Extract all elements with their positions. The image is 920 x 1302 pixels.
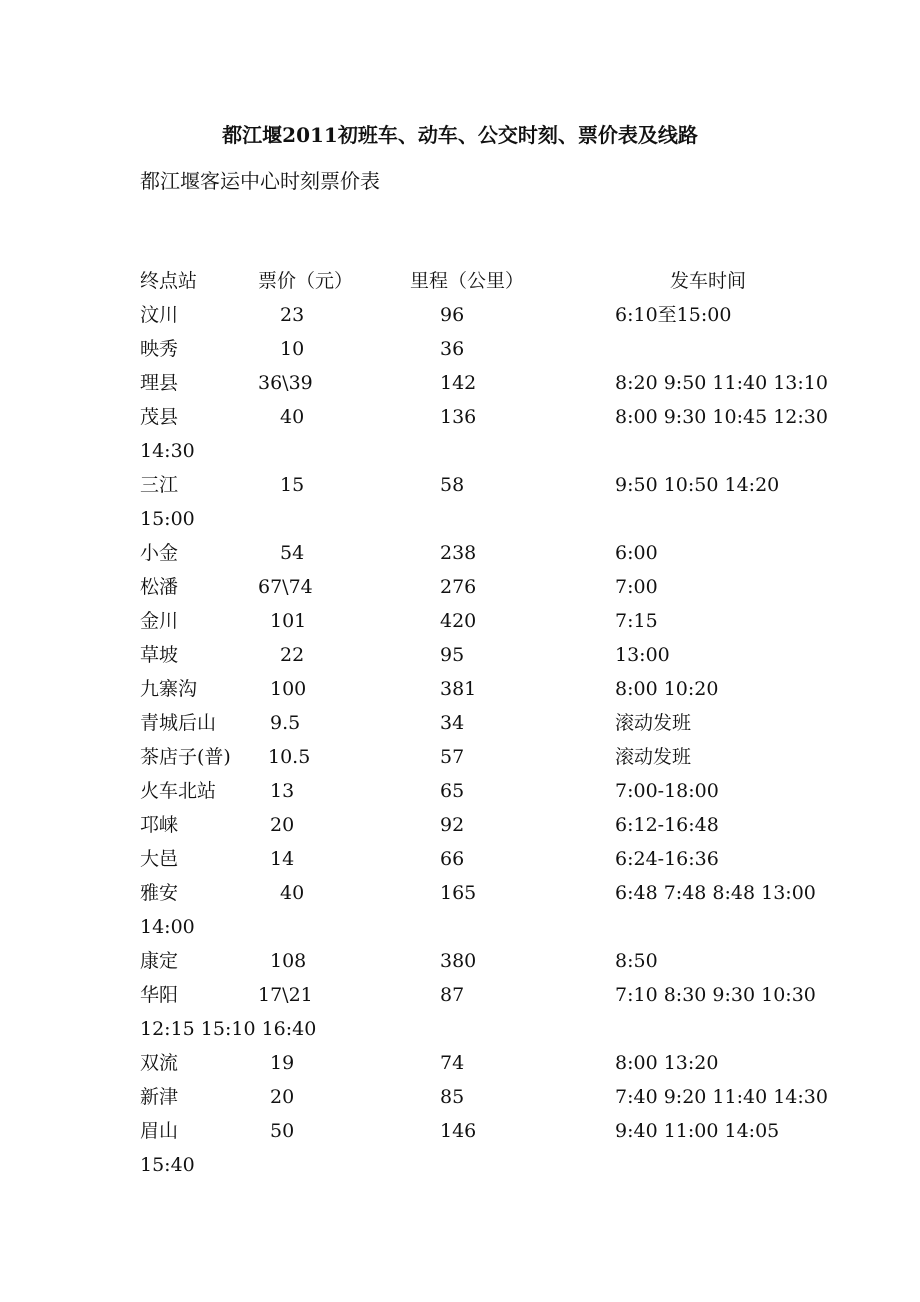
table-row <box>0 468 920 502</box>
row-departure-times: 7:10 8:30 9:30 10:30 <box>615 984 816 1006</box>
table-row-continuation <box>0 1148 920 1182</box>
row-distance: 92 <box>440 814 465 836</box>
row-departure-times: 8:00 9:30 10:45 12:30 <box>615 406 828 428</box>
row-distance: 65 <box>440 780 465 802</box>
header-distance: 里程（公里） <box>410 270 525 292</box>
table-row <box>0 808 920 842</box>
row-price: 14 <box>270 848 295 870</box>
row-departure-times-continued: 15:00 <box>140 508 195 530</box>
row-destination: 九寨沟 <box>140 678 198 700</box>
page-title: 都江堰2011初班车、动车、公交时刻、票价表及线路 <box>222 123 698 147</box>
table-row <box>0 978 920 1012</box>
table-header <box>0 264 920 298</box>
row-departure-times-continued: 15:40 <box>140 1154 195 1176</box>
row-departure-times: 7:15 <box>615 610 658 632</box>
row-distance: 136 <box>440 406 477 428</box>
row-price: 100 <box>270 678 307 700</box>
row-distance: 238 <box>440 542 477 564</box>
page-subtitle: 都江堰客运中心时刻票价表 <box>140 169 380 193</box>
row-distance: 380 <box>440 950 477 972</box>
row-price: 10 <box>280 338 305 360</box>
row-price: 20 <box>270 814 295 836</box>
row-price: 20 <box>270 1086 295 1108</box>
table-row <box>0 706 920 740</box>
row-departure-times: 7:40 9:20 11:40 14:30 <box>615 1086 828 1108</box>
row-departure-times: 8:00 13:20 <box>615 1052 719 1074</box>
table-row <box>0 774 920 808</box>
table-row <box>0 1080 920 1114</box>
row-departure-times: 8:00 10:20 <box>615 678 719 700</box>
row-departure-times: 7:00 <box>615 576 658 598</box>
row-departure-times: 8:50 <box>615 950 658 972</box>
table-row-continuation <box>0 434 920 468</box>
table-row <box>0 672 920 706</box>
row-distance: 165 <box>440 882 477 904</box>
row-distance: 276 <box>440 576 477 598</box>
row-destination: 茶店子(普) <box>140 746 231 768</box>
row-departure-times: 6:10至15:00 <box>615 304 732 326</box>
row-destination: 新津 <box>140 1086 179 1108</box>
row-destination: 火车北站 <box>140 780 217 802</box>
row-destination: 青城后山 <box>140 712 217 734</box>
row-departure-times: 滚动发班 <box>615 746 692 768</box>
row-price: 40 <box>280 882 305 904</box>
row-price: 19 <box>270 1052 295 1074</box>
row-departure-times: 9:50 10:50 14:20 <box>615 474 780 496</box>
row-departure-times: 7:00-18:00 <box>615 780 719 802</box>
row-destination: 雅安 <box>140 882 179 904</box>
table-row <box>0 400 920 434</box>
row-price: 15 <box>280 474 305 496</box>
row-destination: 茂县 <box>140 406 179 428</box>
table-row <box>0 332 920 366</box>
row-departure-times: 8:20 9:50 11:40 13:10 <box>615 372 828 394</box>
table-row <box>0 366 920 400</box>
row-departure-times: 滚动发班 <box>615 712 692 734</box>
row-departure-times: 6:24-16:36 <box>615 848 719 870</box>
row-destination: 三江 <box>140 474 179 496</box>
table-row <box>0 876 920 910</box>
row-price: 36\39 <box>258 372 313 394</box>
table-row <box>0 1046 920 1080</box>
table-row <box>0 604 920 638</box>
row-distance: 96 <box>440 304 465 326</box>
row-departure-times-continued: 14:00 <box>140 916 195 938</box>
header-time: 发车时间 <box>670 270 747 292</box>
row-departure-times: 9:40 11:00 14:05 <box>615 1120 780 1142</box>
row-destination: 华阳 <box>140 984 179 1006</box>
row-price: 101 <box>270 610 307 632</box>
row-price: 40 <box>280 406 305 428</box>
table-row-continuation <box>0 502 920 536</box>
row-price: 22 <box>280 644 305 666</box>
row-destination: 双流 <box>140 1052 179 1074</box>
row-departure-times: 13:00 <box>615 644 670 666</box>
row-distance: 57 <box>440 746 465 768</box>
table-row-continuation <box>0 910 920 944</box>
row-destination: 大邑 <box>140 848 179 870</box>
row-distance: 66 <box>440 848 465 870</box>
table-row <box>0 842 920 876</box>
row-destination: 金川 <box>140 610 179 632</box>
row-distance: 146 <box>440 1120 477 1142</box>
row-distance: 74 <box>440 1052 465 1074</box>
row-distance: 58 <box>440 474 465 496</box>
table-row <box>0 944 920 978</box>
row-destination: 草坡 <box>140 644 179 666</box>
row-distance: 95 <box>440 644 465 666</box>
table-row <box>0 1114 920 1148</box>
row-departure-times: 6:12-16:48 <box>615 814 719 836</box>
row-price: 10.5 <box>268 746 311 768</box>
row-price: 108 <box>270 950 307 972</box>
row-distance: 36 <box>440 338 465 360</box>
row-departure-times-continued: 14:30 <box>140 440 195 462</box>
row-price: 54 <box>280 542 305 564</box>
row-distance: 420 <box>440 610 477 632</box>
header-destination: 终点站 <box>140 270 198 292</box>
table-row <box>0 570 920 604</box>
row-destination: 松潘 <box>140 576 179 598</box>
row-distance: 381 <box>440 678 477 700</box>
row-price: 9.5 <box>270 712 301 734</box>
row-destination: 映秀 <box>140 338 179 360</box>
row-destination: 理县 <box>140 372 179 394</box>
row-destination: 汶川 <box>140 304 179 326</box>
table-row-continuation <box>0 1012 920 1046</box>
row-destination: 康定 <box>140 950 179 972</box>
row-price: 50 <box>270 1120 295 1142</box>
row-price: 13 <box>270 780 295 802</box>
table-row <box>0 740 920 774</box>
row-departure-times: 6:00 <box>615 542 658 564</box>
row-departure-times: 6:48 7:48 8:48 13:00 <box>615 882 816 904</box>
row-destination: 邛崃 <box>140 814 179 836</box>
row-destination: 眉山 <box>140 1120 179 1142</box>
row-price: 17\21 <box>258 984 313 1006</box>
row-price: 23 <box>280 304 305 326</box>
row-distance: 85 <box>440 1086 465 1108</box>
table-row <box>0 298 920 332</box>
row-distance: 34 <box>440 712 465 734</box>
row-destination: 小金 <box>140 542 179 564</box>
table-row <box>0 536 920 570</box>
row-price: 67\74 <box>258 576 313 598</box>
row-distance: 142 <box>440 372 477 394</box>
row-distance: 87 <box>440 984 465 1006</box>
row-departure-times-continued: 12:15 15:10 16:40 <box>140 1018 317 1040</box>
header-price: 票价（元） <box>258 270 354 292</box>
table-row <box>0 638 920 672</box>
